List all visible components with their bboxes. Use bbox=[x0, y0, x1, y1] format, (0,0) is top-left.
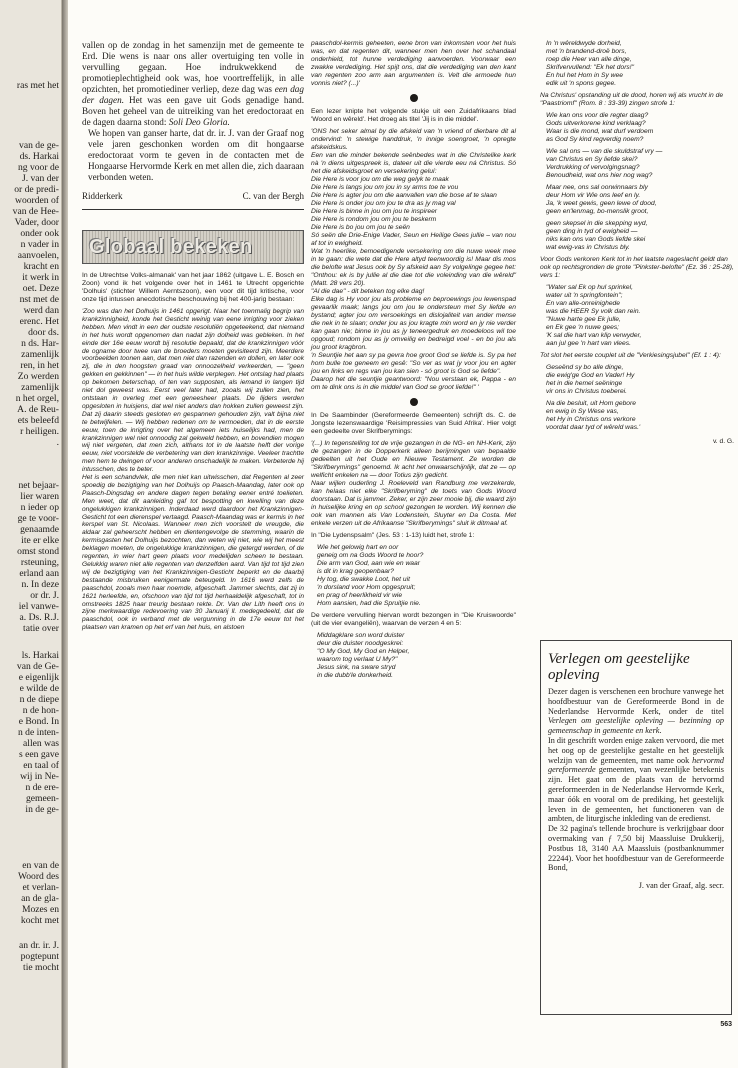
kruiswoorde-intro: De verdere vervulling hiervan wordt bezongen in "Die Kruiswoorde" (uit de vier evangeliën), waarvan de verzen 4 en 5: bbox=[311, 612, 516, 627]
prev-page-line: n ds. Har- bbox=[21, 338, 59, 349]
prev-page-line: A. de Reu- bbox=[17, 404, 59, 415]
prev-page-line: or de predi- bbox=[14, 184, 59, 195]
prev-page-line: pogtepunt bbox=[20, 951, 59, 962]
clipping-continuation: Wat 'n heerlike, bemoedigende versekering om die nuwe week mee in te gaan: die wete dat die Here altyd teenwoordig is! Maar dis mos die belofte wat Jesus ook by Sy afskeid aan Sy volgelinge gegee het: "Onthou: ek is by jullie al die dae tot die voleinding van die wêreld" (Matt. 28 vers 20). "Al die dae" - dit beteken tog elke dag! Elke dag is Hy voor jou als probleme en beproewings jou lewenspad gevaarlik maak; langs jou om jou te ondersteun met Sy liefde en bystand; agter jou om versoekings en dislojaliteit van ander mense die nek in te slaan; onder jou as jou kragte min word en jy nie verder kan gaan nie; binne in jou as jy teneergedruk en moedeloos wil toe opgoud; rondom jou as jy omveilig en bedreigd voel - en bo jou als jou groot kragbron. 'n Seuntjie het aan sy pa gevra hoe groot God se liefde is. Sy pa het hom bulle toe geneem en gesê: "So ver as wat jy voor jou en agter jou en links en regs van jou kan sien - só groot is God se liefde". Daarop het die seuntjie geantwoord: "Nou verstaan ek, Pappa - en om te dink ons is in die middel van God se groot liefde!" ' bbox=[311, 248, 516, 391]
kruiswoorde-verse-5: In 'n wêreldwyde dorheid, met 'n brandend-droë bors, roep die Heer van alle dinge, Skrifvervullend: "Ek het dors!" En hul het Hom in Sy wee edik uit 'n spons gegee. bbox=[546, 40, 635, 87]
prev-page-line: zamenlijk bbox=[21, 382, 59, 393]
prev-page-line: e Bond. In bbox=[18, 716, 59, 727]
announcement-signature: J. van der Graaf, alg. secr. bbox=[638, 881, 724, 891]
blessing-verse: Die Here is voor jou om die weg gelyk te maak Die Here is langs jou om jou in sy arms toe te vou Die Here is agter jou om die aanvallen van die bose af te slaan Die Here is onder jou om jou te dra as jy mag val Die Here is binne in jou om jou te inspireer Die Here is rondom jou om jou te beskerm Die Here is bo jou om jou te seën Só seën die Drie-Enige Vader, Seun en Heilige Gees jullie – van nou af tot in ewigheid. bbox=[311, 176, 516, 247]
prev-page-line: or dr. J. bbox=[30, 590, 59, 601]
prev-page-line: rsteuning, bbox=[20, 557, 59, 568]
prev-page-line: an dr. ir. J. bbox=[19, 940, 59, 951]
column-right bbox=[540, 40, 734, 446]
section-banner bbox=[82, 230, 304, 264]
prev-page-line: n. In deze bbox=[21, 579, 59, 590]
prev-page-line: van de ge- bbox=[19, 140, 59, 151]
prev-page-line: n het orgel, bbox=[15, 393, 59, 404]
paastriomf-verse-4: geen skepsel in die skepping wyd, geen ding in tyd of ewigheid — niks kan ons van Gods liefde skei wat ewig-vas in Christus bly. bbox=[546, 220, 648, 251]
lydenspsalm-intro: In "Die Lydenspsalm" (Jes. 53 : 1-13) luidt het, strofe 1: bbox=[311, 532, 475, 539]
reader-clipping-intro: Een lezer knipte het volgende stukje uit een Zuidafrikaans blad 'Woord en wêreld'. Het droeg als titel 'Jij is in die middel'. bbox=[311, 108, 516, 123]
announcement-text: Dezer dagen is verschenen een brochure vanwege het hoofdbestuur van de Gereformeerde Bond in de Nederlandse Hervormde Kerk, onder de titel Verlegen om geestelijke opleving — bezinning op gemeenschap in gemeente en kerk. In dit geschrift worden enige zaken vervoord, die met het oog op de geestelijke gestalte en het geestelijk welzijn van de gemeenten, met name ook hervormd gereformeerde gemeenten, van wezenlijke betekenis zijn. Het gaat om de plaats van de hervormd gereformeerden in de Nederlandse Hervormde Kerk, maar óók en vooral om de prediking, het geestelijk leven in de gemeenten, het functioneren van de ambten, de liturgische inkleding van de eredienst. De 32 pagina's tellende brochure is verkrijgbaar door overmaking van ƒ 7,50 bij Maassluise Drukkerij, Postbus 18, 3140 AA Maassluis (postbanknummer 22244). Voor het hoofdbestuur van de Gereformeerde Bond, bbox=[548, 687, 724, 873]
announcement-title: Verlegen om geestelijke opleving bbox=[548, 651, 690, 683]
prev-page-line: n vader in bbox=[20, 239, 59, 250]
prev-page-line: door ds. bbox=[28, 327, 59, 338]
pinkster-intro: Voor Gods verkoren Kerk tot in het laatste nageslacht geldt dan ook op rechtsgronden de grote "Pinkster-belofte" (Ez. 36 : 25-28), vers 1: bbox=[540, 256, 734, 279]
lydenspsalm-verse: Wie het gelowig hart en oor geneig om na Gods Woord te hoor? Die arm van God, aan wie en waar is dit in krag geopenbaar? Hy tog, die swakke Loot, het uit 'n dorsland voor Hom opgespruit; en prag of heerlikheid vir wie Hom aansien, had die Spruitjie nie. bbox=[317, 544, 424, 607]
prev-page-line: aanvoelen, bbox=[17, 250, 59, 261]
prev-page-line: iel vanwe- bbox=[18, 601, 59, 612]
prev-page-line: en van de bbox=[22, 860, 59, 871]
verkiesing-intro: Tot slot het eerste couplet uit de "Verkiesingsjubel" (Ef. 1 : 4): bbox=[540, 352, 721, 359]
prev-page-line: woorden of bbox=[15, 195, 59, 206]
clipping-text: 'ONS het seker almal by die afskeid van 'n vriend of dierbare dit al ondervind: 'n stewige handdruk, 'n innige soengroet, 'n opregte afskeidskus. Een van die minder bekende seënbedes wat in die Christelike kerk nà 'n diens uitgespreek is, dateer uit die vierde eeu ná Christus. Só het die afskeidsgroet en versekering geluí: bbox=[311, 128, 516, 175]
prev-page-line: an de gla- bbox=[21, 893, 59, 904]
page-number: 563 bbox=[720, 1021, 732, 1028]
dolhuis-quote: 'Zoo was dan het Dolhuijs in 1461 opgerigt. Naar het toenmalig begrip van krankzinnigheid, konde het Gesticht weinig van eene inrigting voor zieken hebben. Men vindt in een der oudste resolutiën opgeteekend, dat niemand in het huis wordt opgenomen dan nadat zijn dolheid was gebleken. In het einde der 16e eeuw wordt bij resolutie bepaald, dat de krankzinnigen vóór de ogname door twee van de broeders moeten gevisiteerd zijn. Meerdere voorbeelden toonen aan, dat men niet dan razenden en dollen, en later ook zij, die in den hoogsten graad van onnoozelheid verkeerden, — "geen gekken en gekkinnen" — in het huis wilde verplegen. Het ontslag had plaats op bekomen beterschap, of ten van supposten, als iemand in langen tijd niet dol geweest was. Eerst veel later had, zooals wij zullen zien, het ontstaan in overleg met een geneesheer plaats. De lijders werden opgesloten in huisjens, dat wel niet anders dan hokken zullen geweest zijn. Dat zij daarin steeds gesloten en gespannen gehouden zijn, valt bijna niet te betwijfelen. — Wij hebben redenen om te vermoeden, dat in de eerste eeuw, toen de inrigting over het algemeen iets huiselijks had, men de krankzinnigen wel niet onnoodig zal gekweld hebben, en bovendien mogen wij niet vergeten, dat men zich, althans tot in de laatste helft der vorige eeuw, niet voorstelde de verbetering van den krankzinnige. Veeleer trachtte men hem te dwingen of voor anderen onschadelijk te maken. Verbeterde hij intusschen, des te beter. Het is een schandvlek, die men niet kan uitwisschen, dat Regenten al zeer spoedig de bezigtiging van het Dolhuijs op Paasch-Maandag, later ook op Paasch-Dingsdag en andere dagen tegen betaling eener entré toelieten. Men weet, dat dit aanleiding gaf tot bespotting en kwelling van deze ongelukkigen krankzinnigen. Inderdaad werd daardoor het Krankzinnigen-Gesticht tot een dierenspel vertaagd. Paasch-Maandag was er kermis in het kerspel van St. Nicolaas. Wanneer men zich voorstelt de vreugde, die aldaar zal geheerscht hebben en dientengevolge de stemming, waarin de kermisgasten het Dolhuijs bezochten, dan weten wij niet, wie wij het meest beklagen moeten, de ongelukkige krankzinnigen, die getergd werden, of de regenten, in wier hart geen plaats voor medelijden scheen te bestaan. Gelukkig waren niet alle regenten van denzelfden aard. Van tijd tot tijd zien wij de bezigtiging van het Krankzinnigen-Gesticht beperkt en de daarbij bestaande misbruiken eenigermate beteugeld. In 1616 werd zelfs de paaschdol, zooals men haar noemde, afgeschaft. Jammer slechts, dat zij in 1621 herleefde, en, ofschoon van tijd tot tijd herhaaldelijk afgeschaft, tot in omstreeks 1825 haar treurig bestaan rekte. Dr. Van der Lith heeft ons in zijne merkwaardige redevoering van 30 Januarij ll. medegedeeld, dat de paaschdol, ook in verband met de vergunning in de 17e eeuw tot het plaatsen van kramen op het erf van het huis, en alstoen bbox=[82, 308, 304, 632]
prev-page-line: erland aan bbox=[19, 568, 59, 579]
prev-page-line: ng voor de bbox=[17, 162, 59, 173]
prev-page-line: ite er elke bbox=[21, 535, 59, 546]
column-left bbox=[82, 40, 304, 632]
prev-page-line: s een gave bbox=[19, 749, 59, 760]
column-signature: v. d. G. bbox=[712, 438, 734, 445]
prev-page-line: ds. Harkai bbox=[19, 151, 59, 162]
prev-page-line: . bbox=[56, 437, 59, 448]
previous-page-edge bbox=[0, 0, 62, 1068]
prev-page-line: werd dan bbox=[23, 305, 59, 316]
prev-page-line: ge te voor- bbox=[17, 513, 59, 524]
prev-page-line: n de hon- bbox=[22, 705, 59, 716]
prev-page-line: van de Ge- bbox=[16, 661, 59, 672]
paastriomf-verse-2: Wie sal ons — van die skuldstraf vry — van Christus en Sy liefde skei? Verdrukking of vervolgingsnag? Benoudheid, wat ons hier nog wag? bbox=[546, 148, 663, 179]
saambinder-intro: In De Saambinder (Gereformeerde Gemeenten) schrijft ds. C. de Jongste lezenswaardige 'Reisimpressies van Suid Afrika'. Hier volgt een gedeelte over Skrifberymings: bbox=[311, 412, 516, 435]
prev-page-line: n de inten- bbox=[17, 727, 59, 738]
closing-paragraph: vallen op de zondag in het samenzijn met de gemeente te Erd. Die wens is naar ons aller overtuiging ten volle in vervulling gegaan. Hoe indrukwekkend de promotieplechtigheid ook was, hoe voortreffelijk, in alle opzichten, het promotiediner verliep, deze dag was een dag der dagen. Het was een gave uit Gods genadige hand. Boven het geheel van de uitreiking van het eredoctoraat en de dagen daarna stond: Soli Deo Gloria. bbox=[82, 40, 305, 127]
magazine-page bbox=[68, 0, 738, 1068]
prev-page-line: Woord des bbox=[17, 871, 59, 882]
prev-page-line: in de ge- bbox=[25, 804, 59, 815]
prev-page-line: n ieder op bbox=[20, 502, 59, 513]
prev-page-line: n de ere- bbox=[25, 782, 59, 793]
prev-page-line: Mozes en bbox=[21, 904, 59, 915]
verkiesing-verse-1: Geseënd sy bo alle dinge, die ewig'ge God en Vader! Hy het in die hemel seëninge vir ons in Christus toeberei. bbox=[546, 364, 635, 395]
prev-page-line: kocht met bbox=[20, 915, 59, 926]
prev-page-line: wij in Ne- bbox=[20, 771, 59, 782]
prev-page-line: tie mocht bbox=[23, 962, 59, 973]
prev-page-line: nst met de bbox=[19, 294, 59, 305]
prev-page-line: n de diepe bbox=[19, 694, 59, 705]
prev-page-line: J. van der bbox=[21, 173, 59, 184]
signature-place: Ridderkerk bbox=[82, 191, 123, 201]
prev-page-line: oet. Deze bbox=[22, 283, 59, 294]
intro-paragraph: In de Utrechtse Volks-almanak' van het jaar 1862 (uitgave L. E. Bosch en Zoon) vond ik het volgende over het in 1461 te Utrecht opgerichte 'Dolhuis' (stichter Willem Aerntszoon), een voor dit tijd kritische, voor onze tijd intussen anecdotische beschouwing bij het 400-jarig bestaan: bbox=[82, 272, 304, 303]
paastriomf-intro: Na Christus' opstanding uit de dood, horen wij als vrucht in de "Paastriomf" (Rom. 8 : 33-39) zingen strofe 1: bbox=[540, 92, 724, 107]
bullet-separator bbox=[410, 398, 418, 406]
prev-page-line: lier waren bbox=[20, 491, 59, 502]
prev-page-line: onder ook bbox=[20, 228, 59, 239]
prev-page-line: et verlan- bbox=[22, 882, 59, 893]
prev-page-line: tatie over bbox=[23, 623, 59, 634]
paastriomf-verse-3: Maar nee, ons sal oorwinnaars bly deur Hom vir Wie ons leef en ly. Ja, 'k weet gewis, geen lewe of dood, geen en'lenmag, bo-menslik groot, bbox=[546, 184, 657, 215]
announcement-box bbox=[540, 640, 732, 1015]
prev-page-line: omst stond bbox=[17, 546, 59, 557]
section-title: Globaal bekeken bbox=[89, 236, 253, 258]
prev-page-line: Vader, door bbox=[14, 217, 59, 228]
prev-page-line: en taal of bbox=[23, 760, 59, 771]
prev-page-line: ras met het bbox=[16, 80, 59, 91]
prev-page-line: zamenlijk bbox=[21, 349, 59, 360]
prev-page-line: kracht en bbox=[23, 261, 59, 272]
skrifberymings-text: '(...) In tegenstelling tot de vrije gezangen in de NG- en NH-Kerk, zijn de gezangen in de Dopperkerk alleen berijmingen van bepaalde gedeelten uit het Oude en Nieuwe Testament. Ze worden de "Skrifberymings" genoemd. Ik acht het onwaarschijnlijk, dat ze — op welficht enkelen na — door Totius zijn gedicht. Naar wijlen ouderling J. Roeleveld van Randburg me verzekerde, kan helaas niet elke "Skrifberyming" de toets van Gods Woord doorstaan. Dat is jammer. Zeker, er zijn zeer mooie bij, die waard zijn in huiselijke kring en op school gezongen te worden. Wij kennen die ook van mannen als Van Lodenstein, Sluyter en Da Costa. Met enkele verzen uit de Afrikaanse "Skrifberymings" sluit ik ditmaal af. bbox=[311, 440, 516, 527]
pinkster-verse: "Water sal Ek op hul sprinkel, water uit 'n springfontein"; En van alle-onreinighede was die HEER Sy volk dan rein. "Nuwe harte gee Ek julle, en Ek gee 'n nuwe gees; 'K sal die hart van klip verwyder, aan jul gee 'n hart van vlees. bbox=[546, 284, 642, 347]
prev-page-line: van de Hee- bbox=[12, 206, 59, 217]
prev-page-line: ets beleefd bbox=[17, 415, 59, 426]
prev-page-line: Zo werden bbox=[17, 371, 59, 382]
prev-page-line: a. Ds. R.J. bbox=[19, 612, 59, 623]
signature-line bbox=[82, 191, 304, 202]
kruiswoorde-verse: Middagklare son word duister deur die duister noodgeskrei: "O My God, My God en Helper, waarom tog verlaat U My?" Jesus sink, na sware stryd in die dubb'le donkerheid. bbox=[317, 632, 410, 679]
prev-page-line: it werk in bbox=[22, 272, 59, 283]
prev-page-line: r heiligen. bbox=[20, 426, 59, 437]
verkiesing-verse-2: Na die besluit, uit Hom gebore en ewig in Sy Wese vas, het Hy in Christus ons verkore voordat daar tyd of wêreld was.' bbox=[546, 400, 641, 431]
bullet-separator bbox=[410, 94, 418, 102]
quote-continuation: paaschdol-kermis geheeten, eene bron van inkomsten voor het huis was, en dat regenten dit, wanneer men hen over het schandaal onderhield, tot hunne verdediging aanvoerden. Voorwaar een zwakke verdediging. Het spijt ons, dat die verdediging van den kant van regenten zoo arm aan argumenten is. Velt die armoede hun vonnis niet? (...)' bbox=[311, 40, 516, 87]
prev-page-line: erenc. Het bbox=[19, 316, 59, 327]
paastriomf-verse-1: Wie kan ons voor die regter daag? Gods uitverkorene kind verklaag? Waar is die mond, wat durf verdoem as God Sy kind regverdig noem? bbox=[546, 112, 654, 143]
prev-page-line: e eigenlijk bbox=[18, 672, 59, 683]
prev-page-line: gemeen- bbox=[25, 793, 59, 804]
prev-page-line: e wilde de bbox=[19, 683, 59, 694]
prev-page-line: ren, in het bbox=[20, 360, 59, 371]
wish-paragraph: We hopen van ganser harte, dat dr. ir. J. van der Graaf nog vele jaren geschonken worden om dit hongaarse eredoctoraat vorm te geven in de contacten met de Hongaarse Hervormde Kerk en met allen die, zich daaraan verbonden weten. bbox=[88, 128, 304, 182]
column-middle bbox=[311, 40, 516, 680]
prev-page-line: ls. Harkai bbox=[21, 650, 59, 661]
prev-page-line: genaamde bbox=[20, 524, 59, 535]
prev-page-line: net bejaar- bbox=[18, 480, 59, 491]
signature-author: C. van der Bergh bbox=[242, 191, 304, 201]
divider bbox=[82, 209, 304, 210]
prev-page-line: allen was bbox=[23, 738, 59, 749]
